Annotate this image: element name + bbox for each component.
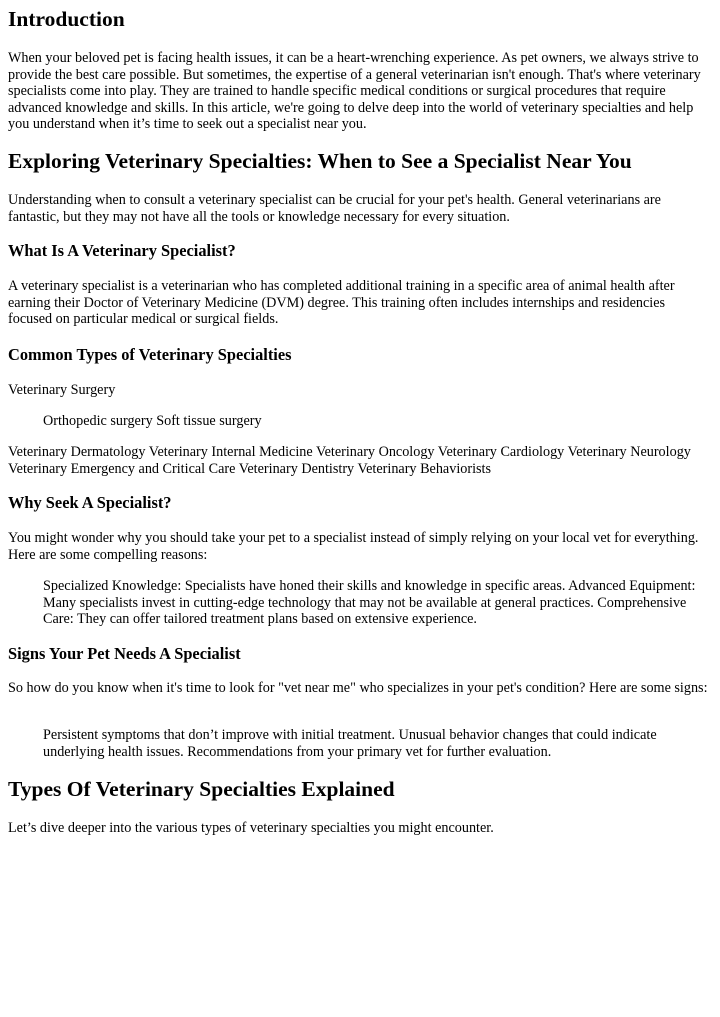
why-seek-specialist-paragraph: You might wonder why you should take your pet to a specialist instead of simply relying on your local vet for everything. Here are some compelling reasons: xyxy=(8,530,699,563)
why-seek-specialist-heading: Why Seek A Specialist? xyxy=(8,493,172,512)
common-types-heading: Common Types of Veterinary Specialties xyxy=(8,345,292,364)
specialties-list: Veterinary Dermatology Veterinary Internal Medicine Veterinary Oncology Veterinary Cardiology Veterinary Neurology Veterinary Emergency and Critical Care Veterinary Dentistry Veterinary Behaviorists xyxy=(8,444,691,477)
surgery-subtypes-list: Orthopedic surgery Soft tissue surgery xyxy=(43,413,262,429)
veterinary-surgery-item: Veterinary Surgery xyxy=(8,382,116,398)
signs-paragraph: So how do you know when it's time to look for "vet near me" who specializes in your pet's condition? Here are some signs: xyxy=(8,680,708,696)
exploring-specialties-heading: Exploring Veterinary Specialties: When to See a Specialist Near You xyxy=(8,149,632,173)
exploring-specialties-paragraph: Understanding when to consult a veterinary specialist can be crucial for your pet's health. General veterinarians are fantastic, but they may not have all the tools or knowledge necessary for every situation. xyxy=(8,192,661,225)
what-is-specialist-heading: What Is A Veterinary Specialist? xyxy=(8,241,236,260)
introduction-heading: Introduction xyxy=(8,7,125,31)
signs-pet-needs-specialist-heading: Signs Your Pet Needs A Specialist xyxy=(8,644,241,663)
types-explained-heading: Types Of Veterinary Specialties Explained xyxy=(8,777,395,801)
types-explained-paragraph: Let’s dive deeper into the various types of veterinary specialties you might encounter. xyxy=(8,820,494,836)
reasons-list: Specialized Knowledge: Specialists have honed their skills and knowledge in specific areas. Advanced Equipment: Many specialists invest in cutting-edge technology that may not be available at general practices. Comprehensive Care: They can offer tailored treatment plans based on extensive experience. xyxy=(43,578,696,628)
signs-list: Persistent symptoms that don’t improve with initial treatment. Unusual behavior changes that could indicate underlying health issues. Recommendations from your primary vet for further evaluation. xyxy=(43,727,657,760)
introduction-paragraph: When your beloved pet is facing health issues, it can be a heart-wrenching experience. As pet owners, we always strive to provide the best care possible. But sometimes, the expertise of a general veterinarian isn't enough. That's where veterinary specialists come into play. They are trained to handle specific medical conditions or surgical procedures that require advanced knowledge and skills. In this article, we're going to delve deep into the world of veterinary specialties and help you understand when it’s time to seek out a specialist near you. xyxy=(8,50,701,133)
what-is-specialist-paragraph: A veterinary specialist is a veterinarian who has completed additional training in a specific area of animal health after earning their Doctor of Veterinary Medicine (DVM) degree. This training often includes internships and residencies focused on particular medical or surgical fields. xyxy=(8,278,675,328)
